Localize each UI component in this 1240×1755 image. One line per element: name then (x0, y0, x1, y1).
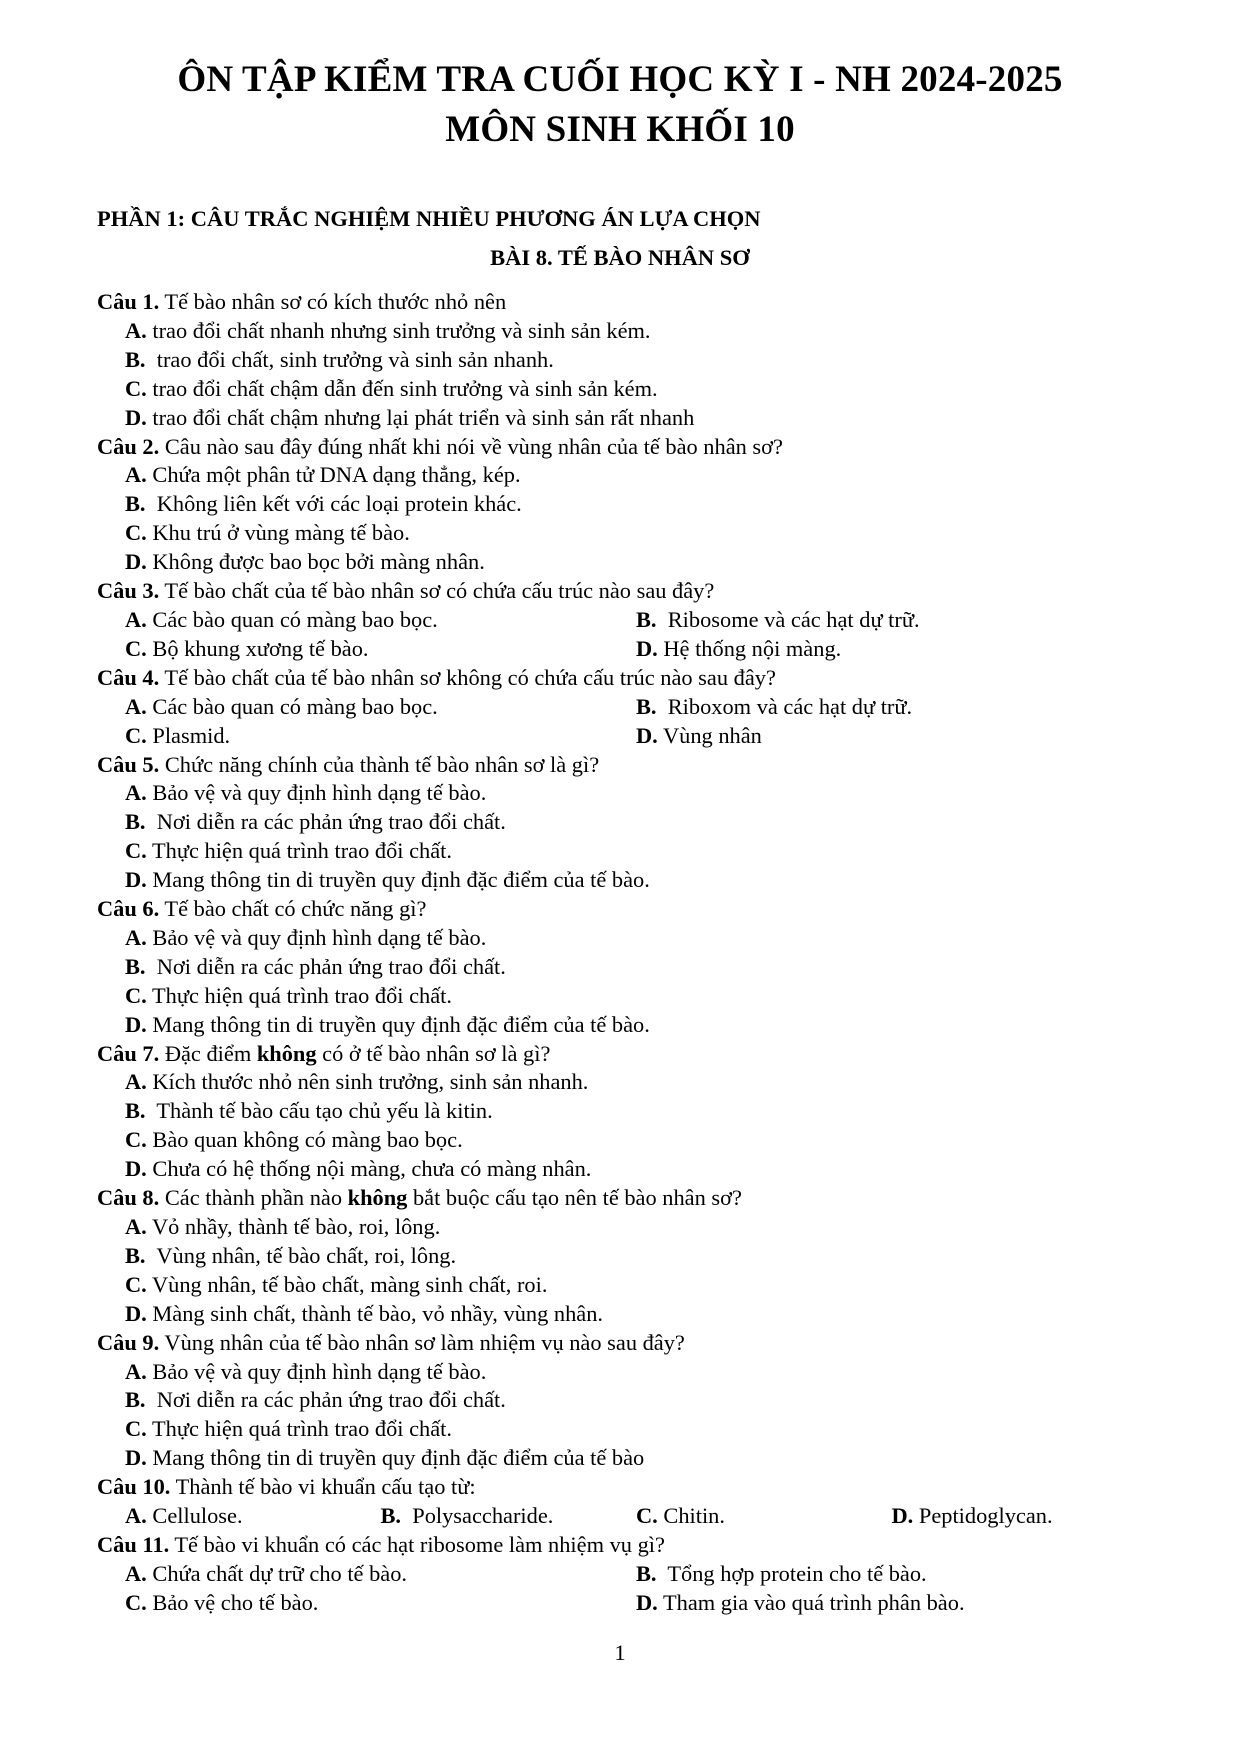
question-emphasis: không (347, 1185, 408, 1211)
question-label: Câu 6. (97, 896, 160, 922)
part-heading: PHẦN 1: CÂU TRẮC NGHIỆM NHIỀU PHƯƠNG ÁN LỰA CHỌN (97, 206, 761, 231)
answer-row (97, 722, 1147, 751)
answer-text: Bộ khung xương tế bào. (146, 635, 369, 661)
answer-option (97, 1444, 1147, 1473)
answer-key: C. (125, 635, 147, 661)
answer-option (97, 1271, 1147, 1300)
answer-option (97, 1300, 1147, 1329)
answer-key: D. (125, 1156, 147, 1182)
question-label: Câu 3. (97, 578, 160, 604)
answer-row (97, 693, 1147, 722)
answer-option (97, 866, 1147, 895)
answer-key: D. (125, 404, 147, 430)
answer-option (125, 1589, 636, 1618)
answer-text: Mang thông tin di truyền quy định đặc điểm của tế bào. (146, 867, 650, 893)
document-title-line-1: ÔN TẬP KIỂM TRA CUỐI HỌC KỲ I - NH 2024-2025 (177, 59, 1063, 100)
answer-text: Mang thông tin di truyền quy định đặc điểm của tế bào (146, 1445, 645, 1471)
answer-key: B. (125, 809, 146, 835)
answer-text: Vùng nhân, tế bào chất, màng sinh chất, roi. (146, 1271, 548, 1297)
answer-key: A. (125, 780, 147, 806)
question-label: Câu 1. (97, 289, 160, 314)
answer-text: Thực hiện quá trình trao đổi chất. (146, 838, 452, 864)
answer-key: C. (125, 722, 147, 748)
answer-key: A. (125, 1560, 147, 1586)
question-text: Tế bào vi khuẩn có các hạt ribosome làm nhiệm vụ gì? (169, 1531, 665, 1557)
question-10 (97, 1473, 1147, 1502)
answer-option (97, 1415, 1147, 1444)
answer-key: C. (125, 1271, 147, 1297)
answer-text: Chitin. (657, 1503, 725, 1529)
question-4 (97, 664, 1147, 693)
answer-text: Ribosome và các hạt dự trữ. (656, 606, 920, 632)
answer-option (97, 1242, 1147, 1271)
answer-option (636, 693, 1147, 722)
answer-text: Polysaccharide. (401, 1503, 554, 1529)
answer-option (636, 722, 1147, 751)
question-text: có ở tế bào nhân sơ là gì? (316, 1040, 551, 1066)
answer-text: Vùng nhân (657, 722, 762, 748)
question-text: Câu nào sau đây đúng nhất khi nói về vùng nhân của tế bào nhân sơ? (159, 433, 783, 459)
answer-key: D. (125, 549, 147, 575)
answer-key: B. (380, 1503, 402, 1529)
page-number: 1 (614, 1640, 626, 1665)
answer-key: D. (636, 722, 658, 748)
answer-option (636, 1502, 892, 1531)
answer-option (636, 1560, 1147, 1589)
answer-option (97, 1155, 1147, 1184)
answer-key: A. (125, 1358, 147, 1384)
answer-text: Bảo vệ và quy định hình dạng tế bào. (146, 780, 487, 806)
answer-text: Thực hiện quá trình trao đổi chất. (146, 1416, 452, 1442)
answer-option (97, 1126, 1147, 1155)
question-label: Câu 2. (97, 433, 160, 459)
answer-option (97, 317, 1147, 346)
answer-option (97, 548, 1147, 577)
answer-key: D. (891, 1503, 914, 1529)
answer-key: B. (125, 1098, 146, 1124)
answer-option (97, 808, 1147, 837)
answer-text: Chưa có hệ thống nội màng, chưa có màng nhân. (146, 1156, 592, 1182)
answer-text: Chứa chất dự trữ cho tế bào. (146, 1560, 408, 1586)
answer-text: Màng sinh chất, thành tế bào, vỏ nhầy, vùng nhân. (146, 1300, 604, 1326)
answer-key: D. (125, 1445, 147, 1471)
question-text: Tế bào nhân sơ có kích thước nhỏ nên (159, 289, 507, 314)
answer-key: A. (125, 1069, 147, 1095)
question-3 (97, 577, 1147, 606)
answer-option (97, 375, 1147, 404)
question-text: Tế bào chất có chức năng gì? (159, 896, 427, 922)
answer-key: B. (125, 1387, 146, 1413)
answer-key: C. (125, 838, 147, 864)
answer-option (125, 722, 636, 751)
question-5 (97, 751, 1147, 780)
question-text: Đặc điểm (159, 1040, 257, 1066)
question-list (97, 288, 1147, 1618)
answer-text: Bảo vệ và quy định hình dạng tế bào. (146, 1358, 487, 1384)
answer-option (636, 606, 1147, 635)
answer-text: Cellulose. (146, 1503, 243, 1529)
answer-key: B. (125, 346, 146, 372)
answer-row (97, 1560, 1147, 1589)
answer-text: trao đổi chất chậm dẫn đến sinh trưởng và sinh sản kém. (146, 375, 658, 401)
answer-option (636, 1589, 1147, 1618)
answer-key: C. (125, 1589, 147, 1615)
answer-text: Nơi diễn ra các phản ứng trao đổi chất. (145, 809, 506, 835)
question-2 (97, 433, 1147, 462)
question-text: Tế bào chất của tế bào nhân sơ không có chứa cấu trúc nào sau đây? (159, 664, 776, 690)
answer-option (97, 461, 1147, 490)
answer-text: Riboxom và các hạt dự trữ. (656, 693, 913, 719)
question-11 (97, 1531, 1147, 1560)
answer-text: Tổng hợp protein cho tế bào. (656, 1560, 927, 1586)
answer-text: Vỏ nhầy, thành tế bào, roi, lông. (146, 1214, 441, 1239)
answer-text: Kích thước nhỏ nên sinh trưởng, sinh sản nhanh. (146, 1069, 589, 1095)
answer-key: D. (125, 867, 147, 893)
answer-text: Hệ thống nội màng. (657, 635, 842, 661)
answer-key: C. (636, 1503, 658, 1529)
question-text: Tế bào chất của tế bào nhân sơ có chứa cấu trúc nào sau đây? (159, 578, 715, 604)
answer-key: C. (125, 375, 147, 401)
question-label: Câu 9. (97, 1329, 160, 1355)
answer-option (97, 1011, 1147, 1040)
answer-option (97, 779, 1147, 808)
answer-key: A. (125, 1503, 147, 1529)
answer-key: C. (125, 982, 147, 1008)
answer-option (125, 1502, 381, 1531)
answer-option (97, 924, 1147, 953)
question-label: Câu 5. (97, 751, 160, 777)
answer-option (97, 982, 1147, 1011)
answer-key: C. (125, 1127, 147, 1153)
answer-option (892, 1502, 1148, 1531)
document-title-line-2: MÔN SINH KHỐI 10 (445, 109, 795, 150)
question-label: Câu 8. (97, 1185, 160, 1211)
answer-key: C. (125, 1416, 147, 1442)
question-9 (97, 1329, 1147, 1358)
answer-text: Peptidoglycan. (913, 1503, 1053, 1529)
question-label: Câu 7. (97, 1040, 160, 1066)
answer-text: trao đổi chất chậm nhưng lại phát triển và sinh sản rất nhanh (146, 404, 695, 430)
question-text: Vùng nhân của tế bào nhân sơ làm nhiệm vụ nào sau đây? (159, 1329, 685, 1355)
question-text: Thành tế bào vi khuẩn cấu tạo từ: (170, 1474, 476, 1500)
question-8 (97, 1184, 1147, 1213)
answer-option (97, 837, 1147, 866)
answer-option (97, 346, 1147, 375)
question-text: bắt buộc cấu tạo nên tế bào nhân sơ? (407, 1185, 742, 1211)
question-label: Câu 11. (97, 1531, 170, 1557)
question-text: Chức năng chính của thành tế bào nhân sơ là gì? (159, 751, 600, 777)
answer-key: A. (125, 462, 147, 488)
answer-option (97, 490, 1147, 519)
answer-option (125, 635, 636, 664)
answer-text: trao đổi chất nhanh nhưng sinh trưởng và sinh sản kém. (146, 317, 651, 343)
answer-key: D. (125, 1011, 147, 1037)
answer-text: Tham gia vào quá trình phân bào. (657, 1589, 965, 1615)
question-6 (97, 895, 1147, 924)
answer-key: B. (636, 606, 657, 632)
answer-option (97, 1386, 1147, 1415)
answer-text: Khu trú ở vùng màng tế bào. (146, 520, 410, 546)
answer-text: trao đổi chất, sinh trưởng và sinh sản nhanh. (145, 346, 554, 372)
question-label: Câu 4. (97, 664, 160, 690)
answer-key: B. (125, 491, 146, 517)
answer-key: A. (125, 924, 147, 950)
answer-row (97, 606, 1147, 635)
answer-text: Nơi diễn ra các phản ứng trao đổi chất. (145, 1387, 506, 1413)
answer-text: Nơi diễn ra các phản ứng trao đổi chất. (145, 953, 506, 979)
answer-text: Bảo vệ và quy định hình dạng tế bào. (146, 924, 487, 950)
answer-option (97, 519, 1147, 548)
answer-row (97, 1589, 1147, 1618)
lesson-heading: BÀI 8. TẾ BÀO NHÂN SƠ (490, 245, 750, 270)
answer-option (97, 1358, 1147, 1387)
answer-key: D. (636, 635, 658, 661)
answer-text: Thực hiện quá trình trao đổi chất. (146, 982, 452, 1008)
answer-text: Plasmid. (146, 722, 231, 748)
answer-key: B. (636, 693, 657, 719)
answer-key: A. (125, 606, 147, 632)
answer-text: Không liên kết với các loại protein khác. (145, 491, 522, 517)
answer-text: Vùng nhân, tế bào chất, roi, lông. (145, 1242, 457, 1268)
answer-option (97, 1068, 1147, 1097)
answer-option (381, 1502, 637, 1531)
answer-text: Thành tế bào cấu tạo chủ yếu là kitin. (145, 1098, 493, 1124)
answer-text: Các bào quan có màng bao bọc. (146, 693, 438, 719)
answer-row (97, 635, 1147, 664)
answer-option (97, 1097, 1147, 1126)
answer-option (125, 1560, 636, 1589)
question-emphasis: không (256, 1040, 317, 1066)
answer-key: D. (636, 1589, 658, 1615)
question-1 (97, 288, 1147, 317)
answer-key: A. (125, 693, 147, 719)
question-label: Câu 10. (97, 1474, 171, 1500)
answer-key: B. (125, 953, 146, 979)
question-text: Các thành phần nào (159, 1185, 348, 1211)
answer-option (125, 606, 636, 635)
answer-option (97, 404, 1147, 433)
answer-option (125, 693, 636, 722)
answer-text: Bào quan không có màng bao bọc. (146, 1127, 463, 1153)
answer-row (97, 1502, 1147, 1531)
answer-text: Mang thông tin di truyền quy định đặc điểm của tế bào. (146, 1011, 650, 1037)
answer-text: Các bào quan có màng bao bọc. (146, 606, 438, 632)
answer-key: D. (125, 1300, 147, 1326)
answer-option (636, 635, 1147, 664)
answer-option (97, 1213, 1147, 1242)
question-7 (97, 1040, 1147, 1069)
answer-key: A. (125, 1214, 147, 1239)
answer-key: B. (636, 1560, 657, 1586)
answer-text: Chứa một phân tử DNA dạng thẳng, kép. (146, 462, 521, 488)
answer-key: C. (125, 520, 147, 546)
answer-key: B. (125, 1242, 146, 1268)
answer-text: Bảo vệ cho tế bào. (146, 1589, 319, 1615)
answer-key: A. (125, 317, 147, 343)
answer-text: Không được bao bọc bởi màng nhân. (146, 549, 485, 575)
answer-option (97, 953, 1147, 982)
